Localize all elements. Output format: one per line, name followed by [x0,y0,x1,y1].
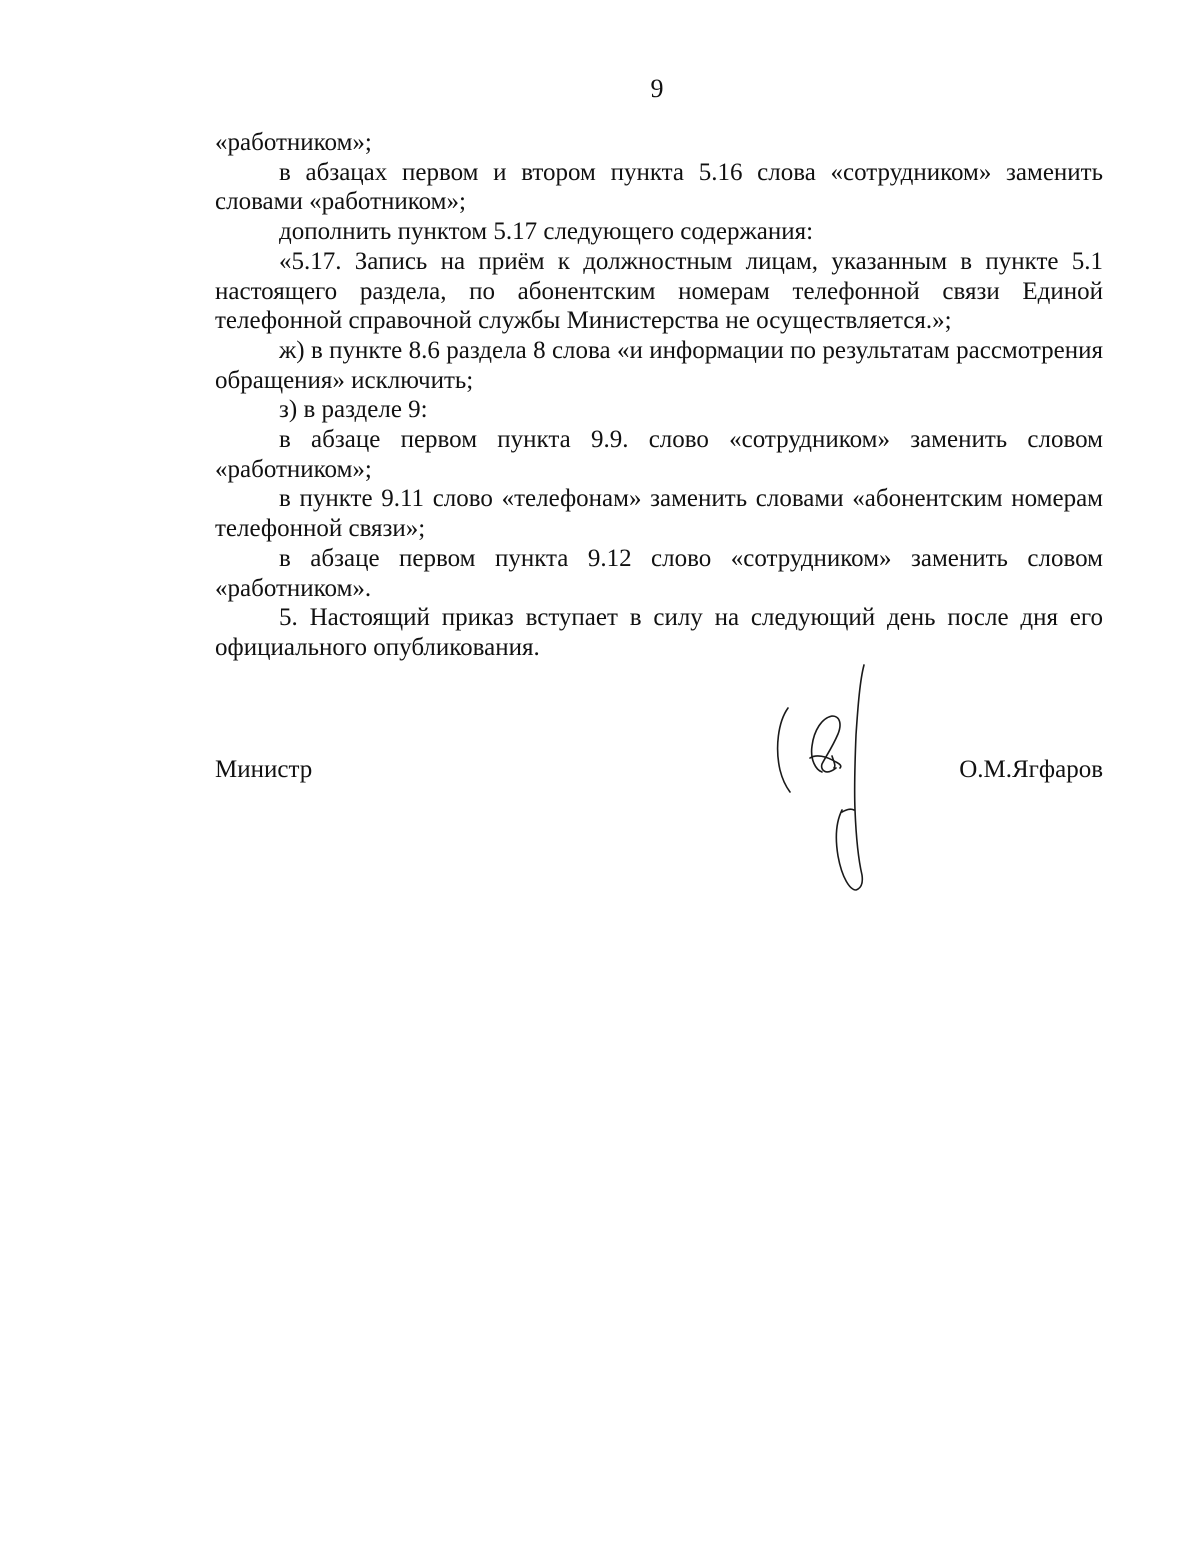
paragraph: дополнить пунктом 5.17 следующего содержания: [279,218,814,246]
paragraph: «5.17. Запись на приём к должностным лицам, указанным в пункте 5.1 настоящего раздела, по абонентским номерам телефонной связи Единой телефонной справочной службы Министерства не осуществляется.»; [215,247,1103,335]
paragraph: ж) в пункте 8.6 раздела 8 слова «и информации по результатам рассмотрения обращения» исключить; [215,336,1103,394]
signer-name: О.М.Ягфаров [959,756,1103,783]
paragraph: з) в разделе 9: [279,396,428,424]
signature-block [215,752,1103,792]
paragraph: в абзаце первом пункта 9.12 слово «сотрудником» заменить словом «работником». [215,544,1103,602]
paragraph: в пункте 9.11 слово «телефонам» заменить словами «абонентским номерам телефонной связи»; [215,485,1103,543]
page-number: 9 [650,74,664,103]
document-body [215,128,1103,663]
position-title: Министр [215,756,313,783]
paragraph: 5. Настоящий приказ вступает в силу на следующий день после дня его официального опубликования. [215,604,1103,661]
handwritten-signature [770,660,890,895]
paragraph: в абзацах первом и втором пункта 5.16 слова «сотрудником» заменить словами «работником»; [215,158,1103,216]
paragraph: в абзаце первом пункта 9.9. слово «сотрудником» заменить словом «работником»; [215,426,1103,483]
paragraph: «работником»; [215,129,372,156]
